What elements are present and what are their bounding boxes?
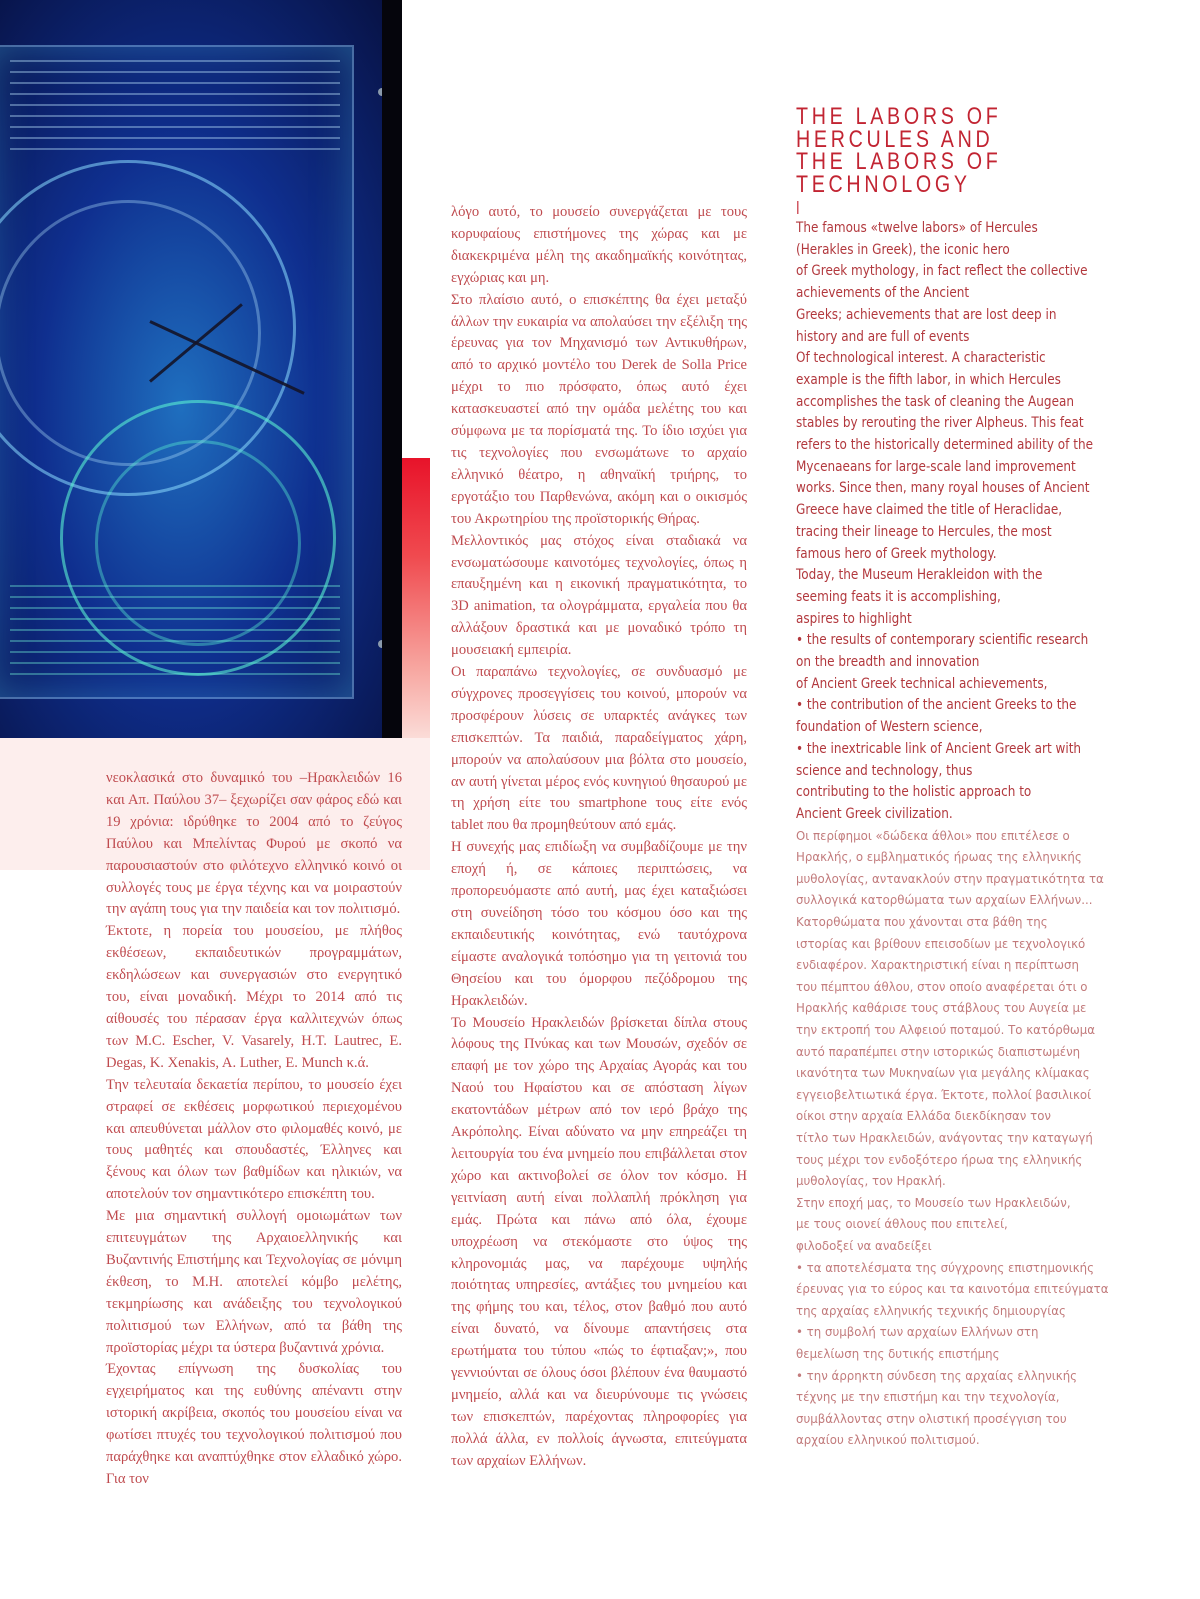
english-line: aspires to highlight [796, 610, 912, 627]
greek-line: συμβάλλοντας στην ολιστική προσέγγιση του [796, 1411, 1067, 1427]
english-line: of Ancient Greek technical achievements, [796, 675, 1048, 692]
greek-line: • την άρρηκτη σύνδεση της αρχαίας ελληνικής [796, 1368, 1078, 1384]
greek-line: ιστορίας και βρίθουν επεισοδίων με τεχνολογικό [796, 936, 1086, 952]
greek-line: φιλοδοξεί να αναδείξει [796, 1238, 932, 1254]
greek-line: έρευνας για το εύρος και τα καινοτόμα επιτεύγματα [796, 1282, 1109, 1298]
paragraph: Έκτοτε, η πορεία του μουσείου, με πλήθος εκθέσεων, εκπαιδευτικών προγραμμάτων, εκδηλώσεων και συνεργασιών στο ενεργητικό του, είναι μοναδική. Μέχρι το 2014 από τις αίθουσές του πέρασαν έργα καλλιτεχνών όπως των M.C. Escher, V. Vasarely, H.T. Lautrec, E. Degas, K. Xenakis, A. Luther, E. Munch κ.ά. [106, 923, 402, 1071]
paragraph: Η συνεχής μας επιδίωξη να συμβαδίζουμε με την εποχή ή, σε κάποιες περιπτώσεις, να προπορευόμαστε από αυτή, μας έχει καταξιώσει στη συνείδηση τόσο του κόσμου όσο και της εκπαιδευτικής κοινότητας, ενώ ταυτόχρονα είμαστε αναλογικά τοπόσημο για τη γειτονιά του Θησείου και του όμορφου πεζόδρομου της Ηρακλειδών. [451, 839, 747, 1009]
paragraph: λόγο αυτό, το μουσείο συνεργάζεται με τους κορυφαίους επιστήμονες της χώρας και με διακεκριμένα μέλη της ακαδημαϊκής κοινότητας, εγχώριας και μη. [451, 204, 747, 286]
paragraph: νεοκλασικά στο δυναμικό του –Ηρακλειδών 16 και Απ. Παύλου 37– ξεχωρίζει σαν φάρος εδώ και 19 χρόνια: ιδρύθηκε το 2004 από το ζεύγος Παύλου και Μπελίντας Φυρού με σκοπό να παρουσιαστούν στο φιλότεχνο ελληνικό κοινό οι συλλογές τους με έργα τέχνης και να μοιραστούν την αγάπη τους για την παιδεία και τον πολιτισμό. [106, 770, 402, 918]
greek-line: Οι περίφημοι «δώδεκα άθλοι» που επιτέλεσε ο [796, 828, 1070, 844]
english-line: Greeks; achievements that are lost deep in [796, 306, 1057, 323]
paragraph: Στο πλαίσιο αυτό, ο επισκέπτης θα έχει μεταξύ άλλων την ευκαιρία να απολαύσει την εξέλιξη της έρευνας για τον Μηχανισμό των Αντικυθήρων, από το αρχικό μοντέλο του Derek de Solla Price μέχρι το πιο πρόσφατο, όπως αυτό έχει κατασκευαστεί από την ομάδα μελέτης του και σύμφωνα με τα πορίσματά της. Το ίδιο ισχύει για τις τεχνολογίες που ενσωμάτωνε το αρχαίο ελληνικό θέατρο, η αθηναϊκή τριήρης, το εργοτάξιο του Παρθενώνα, ακόμη και ο οικισμός του Ακρωτηρίου της προϊστορικής Θήρας. [451, 291, 747, 527]
greek-line: • τη συμβολή των αρχαίων Ελλήνων στη [796, 1325, 1039, 1341]
greek-line: εγγειοβελτιωτικά έργα. Έκτοτε, πολλοί βασιλικοί [796, 1087, 1092, 1103]
greek-line: Στην εποχή μας, το Μουσείο των Ηρακλειδών, [796, 1195, 1071, 1211]
title-line: THE LABORS OF [796, 148, 1002, 175]
photo-frame-edge [0, 0, 402, 738]
greek-line: Ηρακλής, ο εμβληματικός ήρωας της ελληνικής [796, 850, 1082, 866]
sidebar-title [796, 103, 1096, 198]
sidebar-column [796, 103, 1109, 1452]
english-line: Ancient Greek civilization. [796, 805, 953, 822]
english-line: Mycenaeans for large-scale land improvement [796, 458, 1076, 475]
english-line: contributing to the holistic approach to [796, 784, 1032, 801]
paragraph: Έχοντας επίγνωση της δυσκολίας του εγχειρήματος και της ευθύνης απέναντι στην ιστορική ακρίβεια, σκοπός του μουσείου είναι να φωτίσει πτυχές του τεχνολογικού πολιτισμού που παράχθηκε και αναπτύχθηκε στον ελλαδικό χώρο. Για τον [106, 1361, 402, 1487]
article-column-1 [106, 768, 402, 1491]
greek-line: • τα αποτελέσματα της σύγχρονης επιστημονικής [796, 1260, 1095, 1276]
english-line: Today, the Museum Herakleidon with the [796, 567, 1043, 584]
english-summary [796, 218, 1096, 826]
english-line: works. Since then, many royal houses of Ancient [796, 480, 1090, 497]
greek-line: την εκτροπή του Αλφειού ποταμού. Το κατόρθωμα [796, 1023, 1096, 1039]
greek-line: μυθολογίας, αντανακλούν στην πραγματικότητα τα [796, 871, 1104, 887]
greek-line: Ηρακλής καθάρισε τους στάβλους του Αυγεία με [796, 1001, 1087, 1017]
english-line: • the inextricable link of Ancient Greek art with [796, 740, 1082, 757]
english-line: on the breadth and innovation [796, 654, 980, 671]
english-line: (Herakles in Greek), the iconic hero [796, 241, 1010, 258]
greek-line: ενδιαφέρον. Χαρακτηριστική είναι η περίπτωση [796, 958, 1079, 974]
paragraph: Οι παραπάνω τεχνολογίες, σε συνδυασμό με σύγχρονες προσεγγίσεις του κοινού, μπορούν να προσφέρουν λύσεις σε υπαρκτές ανάγκες των επισκεπτών. Τα παιδιά, παραδείγματος χάρη, μπορούν να απολαύσουν μια βόλτα στο μουσείο, αν αυτή γίνεται μέρος ενός κυνηγιού θησαυρού με τη χρήση είτε του smartphone τους είτε ενός tablet που θα προμηθεύτουν από εμάς. [451, 664, 747, 834]
greek-line: Κατορθώματα που χάνονται στα βάθη της [796, 915, 1048, 931]
english-line: stables by rerouting the river Alpheus. This feat [796, 415, 1084, 432]
greek-line: θεμελίωση της δυτικής επιστήμης [796, 1346, 1000, 1362]
greek-summary [796, 826, 1109, 1452]
paragraph: Την τελευταία δεκαετία περίπου, το μουσείο έχει στραφεί σε εκθέσεις μορφωτικού περιεχομένου και απευθύνεται μάλλον στο φιλομαθές κοινό, με τους μαθητές και σπουδαστές, Έλληνες και ξένους και όλων των βαθμίδων και ηλικιών, να αποτελούν τον σημαντικότερο επισκέπτη του. [106, 1076, 402, 1203]
greek-line: του πέμπτου άθλου, στον οποίο αναφέρεται ότι ο [796, 979, 1088, 995]
english-line: achievements of the Ancient [796, 285, 970, 302]
english-line: Of technological interest. A characteristic [796, 350, 1046, 367]
english-line: science and technology, thus [796, 762, 973, 779]
english-line: foundation of Western science, [796, 719, 983, 736]
english-line: • the contribution of the ancient Greeks to the [796, 697, 1077, 714]
paragraph: Το Μουσείο Ηρακλειδών βρίσκεται δίπλα στους λόφους της Πνύκας και των Μουσών, σχεδόν σε επαφή με τον χώρο της Αρχαίας Αγοράς και του Ναού του Ηφαίστου και σε απόσταση λίγων εκατοντάδων μέτρων από τον ιερό βράχο της Ακρόπολης. Είναι αδύνατο να μην επηρεάζει τη λειτουργία του ένα μνημείο που επιβάλλεται στον χώρο και ακτινοβολεί σε όλον τον κόσμο. Η γειτνίαση αυτή είναι πολλαπλή πρόκληση για εμάς. Πρώτα και πάνω από όλα, έχουμε υποχρέωση να στεκόμαστε στο ύψος της κληρονομιάς μας, να παρέχουμε υψηλής ποιότητας υπηρεσίες, αντάξιες του μνημείου και της φήμης του και, τέλος, στον βαθμό που αυτό είναι δυνατό, να δίνουμε απαντήσεις στα ερωτήματα του τύπου «πώς το έφτιαξαν;», που γεννιούνται σε όλους όσοι βλέπουν ένα θαυμαστό μνημείο, αλλά και να διευρύνουμε τις γνώσεις των επισκεπτών, παρέχοντας πληροφορίες για πολλά άλλα, εν πολλοίς άγνωστα, επιτεύγματα των αρχαίων Ελλήνων. [451, 1014, 747, 1469]
greek-line: με τους οιονεί άθλους που επιτελεί, [796, 1217, 1008, 1233]
greek-line: μυθολογίας, τον Ηρακλή. [796, 1174, 946, 1190]
title-line: TECHNOLOGY [796, 170, 971, 198]
greek-line: ικανότητα των Μυκηναίων για μεγάλης κλίμακας [796, 1066, 1090, 1082]
greek-line: τέχνης με την επιστήμη και την τεχνολογία, [796, 1390, 1060, 1406]
english-line: refers to the historically determined ability of the [796, 437, 1093, 454]
antikythera-mechanism-photo [0, 0, 402, 738]
article-column-2 [451, 202, 747, 1473]
greek-line: τους μέχρι τον ενδοξότερο ήρωα της ελληνικής [796, 1152, 1083, 1168]
gradient-accent-strip [402, 458, 430, 738]
greek-line: οίκοι στην αρχαία Ελλάδα διεκδίκησαν τον [796, 1109, 1051, 1125]
title-divider: | [796, 198, 800, 214]
english-line: example is the fifth labor, in which Hercules [796, 371, 1061, 388]
english-line: • the results of contemporary scientific research [796, 632, 1089, 649]
greek-line: συλλογικά κατορθώματα των αρχαίων Ελλήνων... [796, 893, 1093, 909]
greek-line: της αρχαίας ελληνικής τεχνικής δημιουργίας [796, 1303, 1066, 1319]
english-line: Greece have claimed the title of Heraclidae, [796, 502, 1063, 519]
english-line: famous hero of Greek mythology. [796, 545, 997, 562]
english-line: accomplishes the task of cleaning the Augean [796, 393, 1074, 410]
greek-line: τίτλο των Ηρακλειδών, ανάγοντας την καταγωγή [796, 1131, 1093, 1146]
paragraph: Με μια σημαντική συλλογή ομοιωμάτων των επιτευγμάτων της Αρχαιοελληνικής και Βυζαντινής Επιστήμης και Τεχνολογίας σε μόνιμη έκθεση, το Μ.Η. αποτελεί κόμβο μελέτης, τεκμηρίωσης και ανάδειξης του τεχνολογικού πολιτισμού των Ελλήνων, από τα βάθη της προϊστορίας μέχρι τα ύστερα βυζαντινά χρόνια. [106, 1208, 402, 1356]
english-line: history and are full of events [796, 328, 970, 345]
greek-line: αυτό παραπέμπει στην ιστορικώς διαπιστωμένη [796, 1044, 1081, 1060]
english-line: seeming feats it is accomplishing, [796, 588, 1001, 605]
english-line: of Greek mythology, in fact reflect the collective [796, 263, 1088, 280]
english-line: The famous «twelve labors» of Hercules [796, 220, 1038, 236]
title-line: HERCULES AND [796, 125, 994, 153]
greek-line: αρχαίου ελληνικού πολιτισμού. [796, 1433, 980, 1449]
english-line: tracing their lineage to Hercules, the most [796, 523, 1052, 540]
paragraph: Μελλοντικός μας στόχος είναι σταδιακά να ενσωματώσουμε καινοτόμες τεχνολογίες, όπως η επαυξημένη και η εικονική πραγματικότητα, το 3D animation, τα ολογράμματα, εργαλεία που θα αλλάξουν δραστικά και με μοναδικό τρόπο τη μουσειακή εμπειρία. [451, 532, 747, 659]
title-line: THE LABORS OF [796, 103, 1002, 130]
